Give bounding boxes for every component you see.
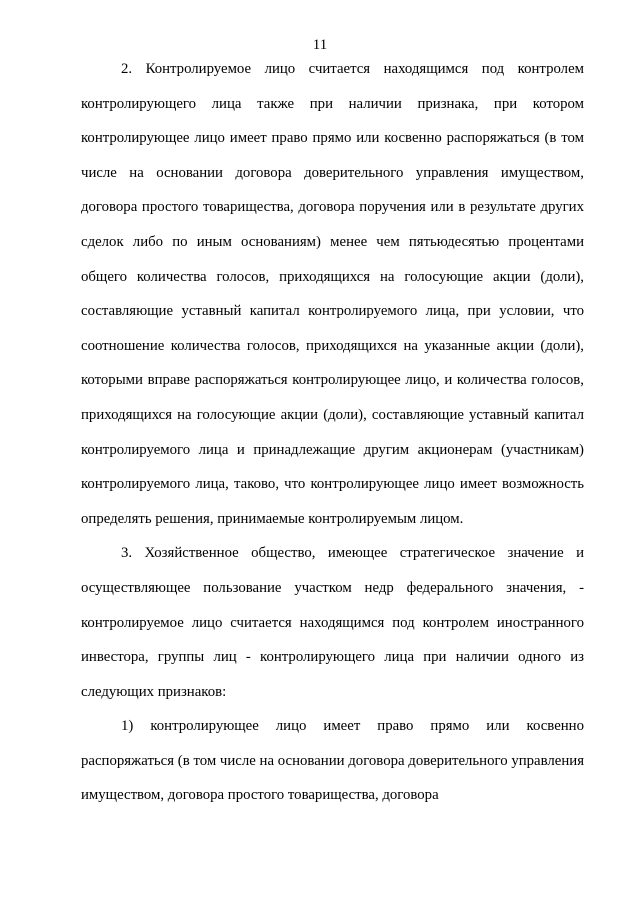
paragraph-3: 3. Хозяйственное общество, имеющее стратегическое значение и осуществляющее пользование участком недр федерального значения, - контролируемое лицо считается находящимся под контролем иностранного инвестора, группы лиц - контролирующего лица при наличии одного из следующих признаков: xyxy=(81,545,584,700)
subparagraph-1: 1) контролирующее лицо имеет право прямо или косвенно распоряжаться (в том числе на основании договора доверительного управления имуществом, договора простого товарищества, договора xyxy=(81,718,584,804)
paragraph-2: 2. Контролируемое лицо считается находящимся под контролем контролирующего лица также при наличии признака, при котором контролирующее лицо имеет право прямо или косвенно распоряжаться (в том числе на основании договора доверительного управления имуществом, договора простого товарищества, договора поручения или в результате других сделок либо по иным основаниям) менее чем пятьюдесятью процентами общего количества голосов, приходящихся на голосующие акции (доли), составляющие уставный капитал контролируемого лица, при условии, что соотношение количества голосов, приходящихся на указанные акции (доли), которыми вправе распоряжаться контролирующее лицо, и количества голосов, приходящихся на голосующие акции (доли), составляющие уставный капитал контролируемого лица и принадлежащие другим акционерам (участникам) контролируемого лица, таково, что контролирующее лицо имеет возможность определять решения, принимаемые контролируемым лицом. xyxy=(81,61,584,527)
page-number: 11 xyxy=(312,37,328,53)
document-body xyxy=(81,52,584,813)
